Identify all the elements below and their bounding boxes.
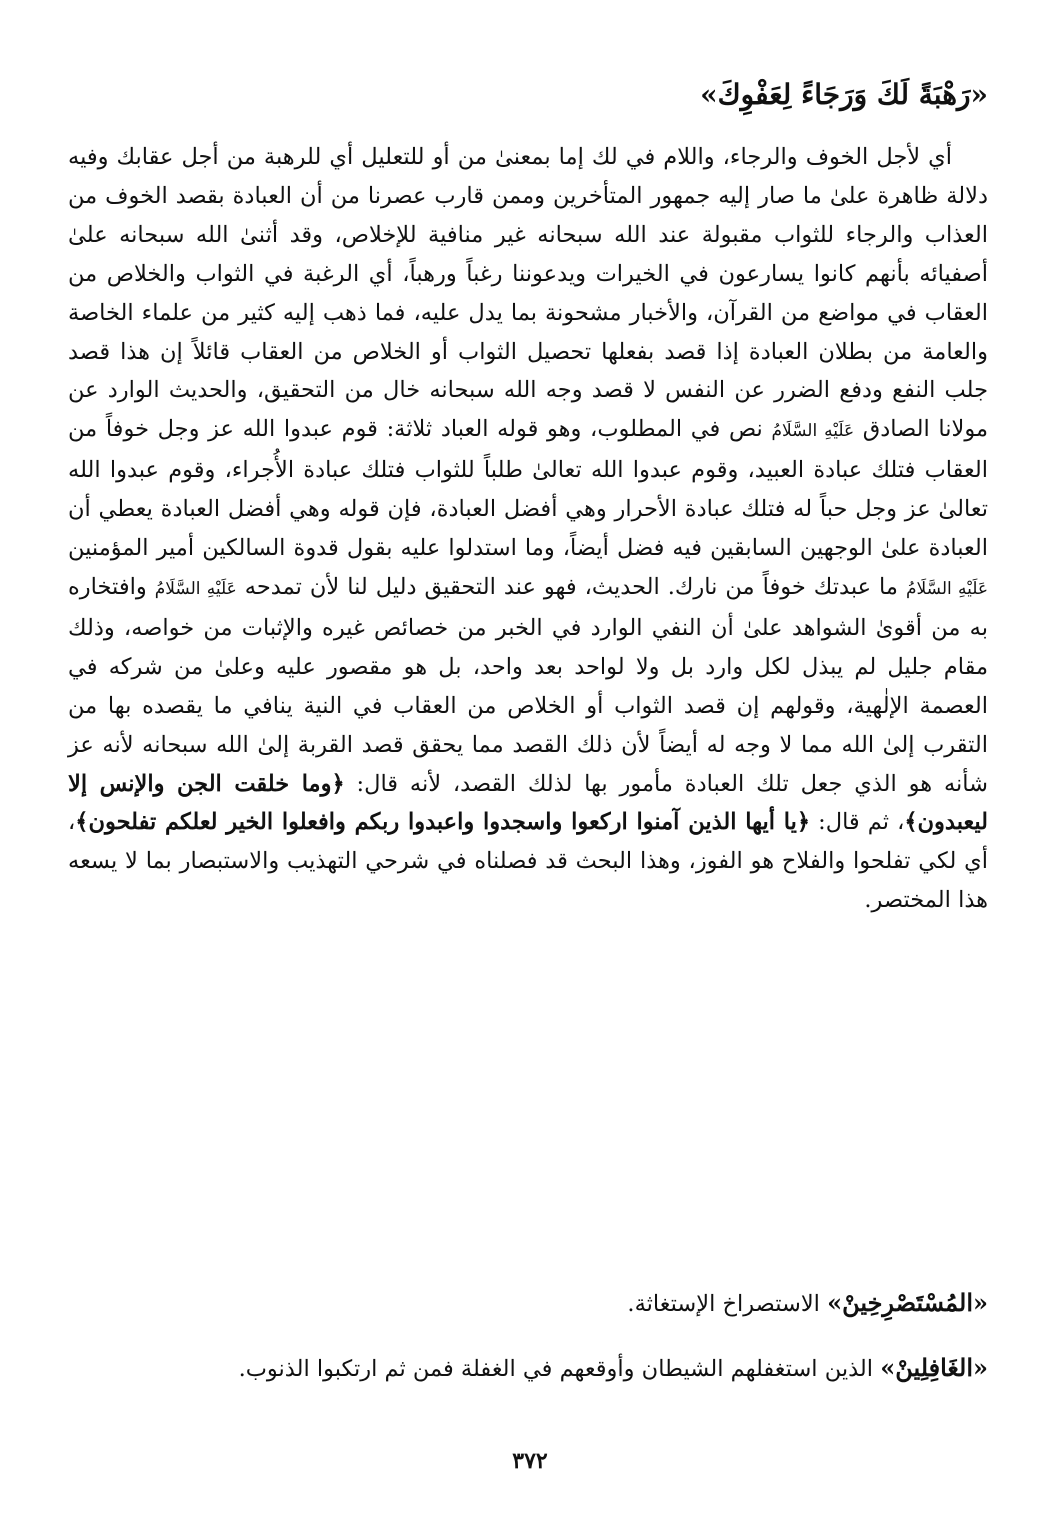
page-number: ٣٧٢ bbox=[512, 1448, 548, 1474]
commentary-text-part-5: ، ثم قال: bbox=[818, 809, 905, 836]
glossary-term: «المُسْتَصْرِخِينْ» bbox=[827, 1288, 988, 1317]
supplication-heading: «رَهْبَةً لَكَ وَرَجَاءً لِعَفْوِكَ» bbox=[700, 78, 988, 111]
blessing-glyph: عَلَيْهِ السَّلَامُ bbox=[154, 578, 237, 599]
commentary-text-part-6: ، أي لكي تفلحوا والفلاح هو الفوز، وهذا البحث قد فصلناه في شرحي التهذيب والاستبصار بما لا يسعه هذا المختصر. bbox=[68, 809, 988, 914]
commentary-text-part-1: أي لأجل الخوف والرجاء، واللام في لك إما بمعنىٰ من أو للتعليل أي للرهبة من أجل عقابك وفيه دلالة ظاهرة علىٰ ما صار إليه جمهور المتأخرين وممن قارب عصرنا من أن العبادة بقصد الخوف من العذاب والرجاء للثواب مقبولة عند الله سبحانه غير منافية للإخلاص، وقد أثنىٰ الله سبحانه علىٰ أصفيائه بأنهم كانوا يسارعون في الخيرات ويدعوننا رغباً ورهباً، أي الرغبة في الثواب والخلاص من العقاب في مواضع من القرآن، والأخبار مشحونة بما يدل عليه، فما ذهب إليه كثير من علماء الخاصة والعامة من بطلان العبادة إذا قصد بفعلها تحصيل الثواب أو الخلاص من العقاب قائلاً إن هذا قصد جلب النفع ودفع الضرر عن النفس لا قصد وجه الله سبحانه خال من التحقيق، والحديث الوارد عن مولانا الصادق bbox=[68, 144, 988, 443]
glossary-definition: الذين استغفلهم الشيطان وأوقعهم في الغفلة فمن ثم ارتكبوا الذنوب. bbox=[238, 1356, 874, 1382]
glossary-entry bbox=[68, 1283, 988, 1324]
blessing-glyph: عَلَيْهِ السَّلَامُ bbox=[771, 421, 855, 442]
glossary-entry bbox=[68, 1348, 988, 1389]
commentary-text-part-3: ما عبدتك خوفاً من نارك. الحديث، فهو عند التحقيق دليل لنا لأن تمدحه bbox=[244, 573, 898, 600]
quran-verse: ﴿وما خلقت الجن والإنس إلا ليعبدون﴾ bbox=[68, 770, 989, 836]
glossary-term: «الغَافِلِينْ» bbox=[880, 1353, 988, 1382]
blessing-glyph: عَلَيْهِ السَّلَامُ bbox=[905, 578, 989, 599]
quran-verse: ﴿يا أيها الذين آمنوا اركعوا واسجدوا واعبدوا ربكم وافعلوا الخير لعلكم تفلحون﴾ bbox=[75, 809, 811, 836]
glossary-definition: الاستصراخ الإستغاثة. bbox=[627, 1291, 820, 1317]
commentary-text-part-4: وافتخاره به من أقوىٰ الشواهد علىٰ أن النفي الوارد في الخبر من خصائص غيره والإثبات من خواصه، وذلك مقام جليل لم يبذل لكل وارد بل ولا لواحد بعد واحد، بل هو مقصور عليه وعلىٰ من شركه في العصمة الإلٰهية، وقولهم إن قصد الثواب أو الخلاص من العقاب في النية ينافي ما يقصده بها من التقرب إلىٰ الله مما لا وجه له أيضاً لأن ذلك القصد مما يحقق قصد القربة إلىٰ الله سبحانه لأنه عز شأنه هو الذي جعل تلك العبادة مأمور بها لذلك القصد، لأنه قال: bbox=[68, 573, 988, 797]
commentary-paragraph bbox=[68, 138, 988, 920]
commentary-text-part-2: نص في المطلوب، وهو قوله العباد ثلاثة: قوم عبدوا الله عز وجل خوفاً من العقاب فتلك عبادة العبيد، وقوم عبدوا الله تعالىٰ طلباً للثواب فتلك عبادة الأُجراء، وقوم عبدوا الله تعالىٰ عز وجل حباً له فتلك عبادة الأحرار وهي أفضل العبادة، فإن قوله وهي أفضل العبادة يعطي أن العبادة علىٰ الوجهين السابقين فيه فضل أيضاً، وما استدلوا عليه بقول قدوة السالكين أمير المؤمنين bbox=[68, 416, 988, 562]
